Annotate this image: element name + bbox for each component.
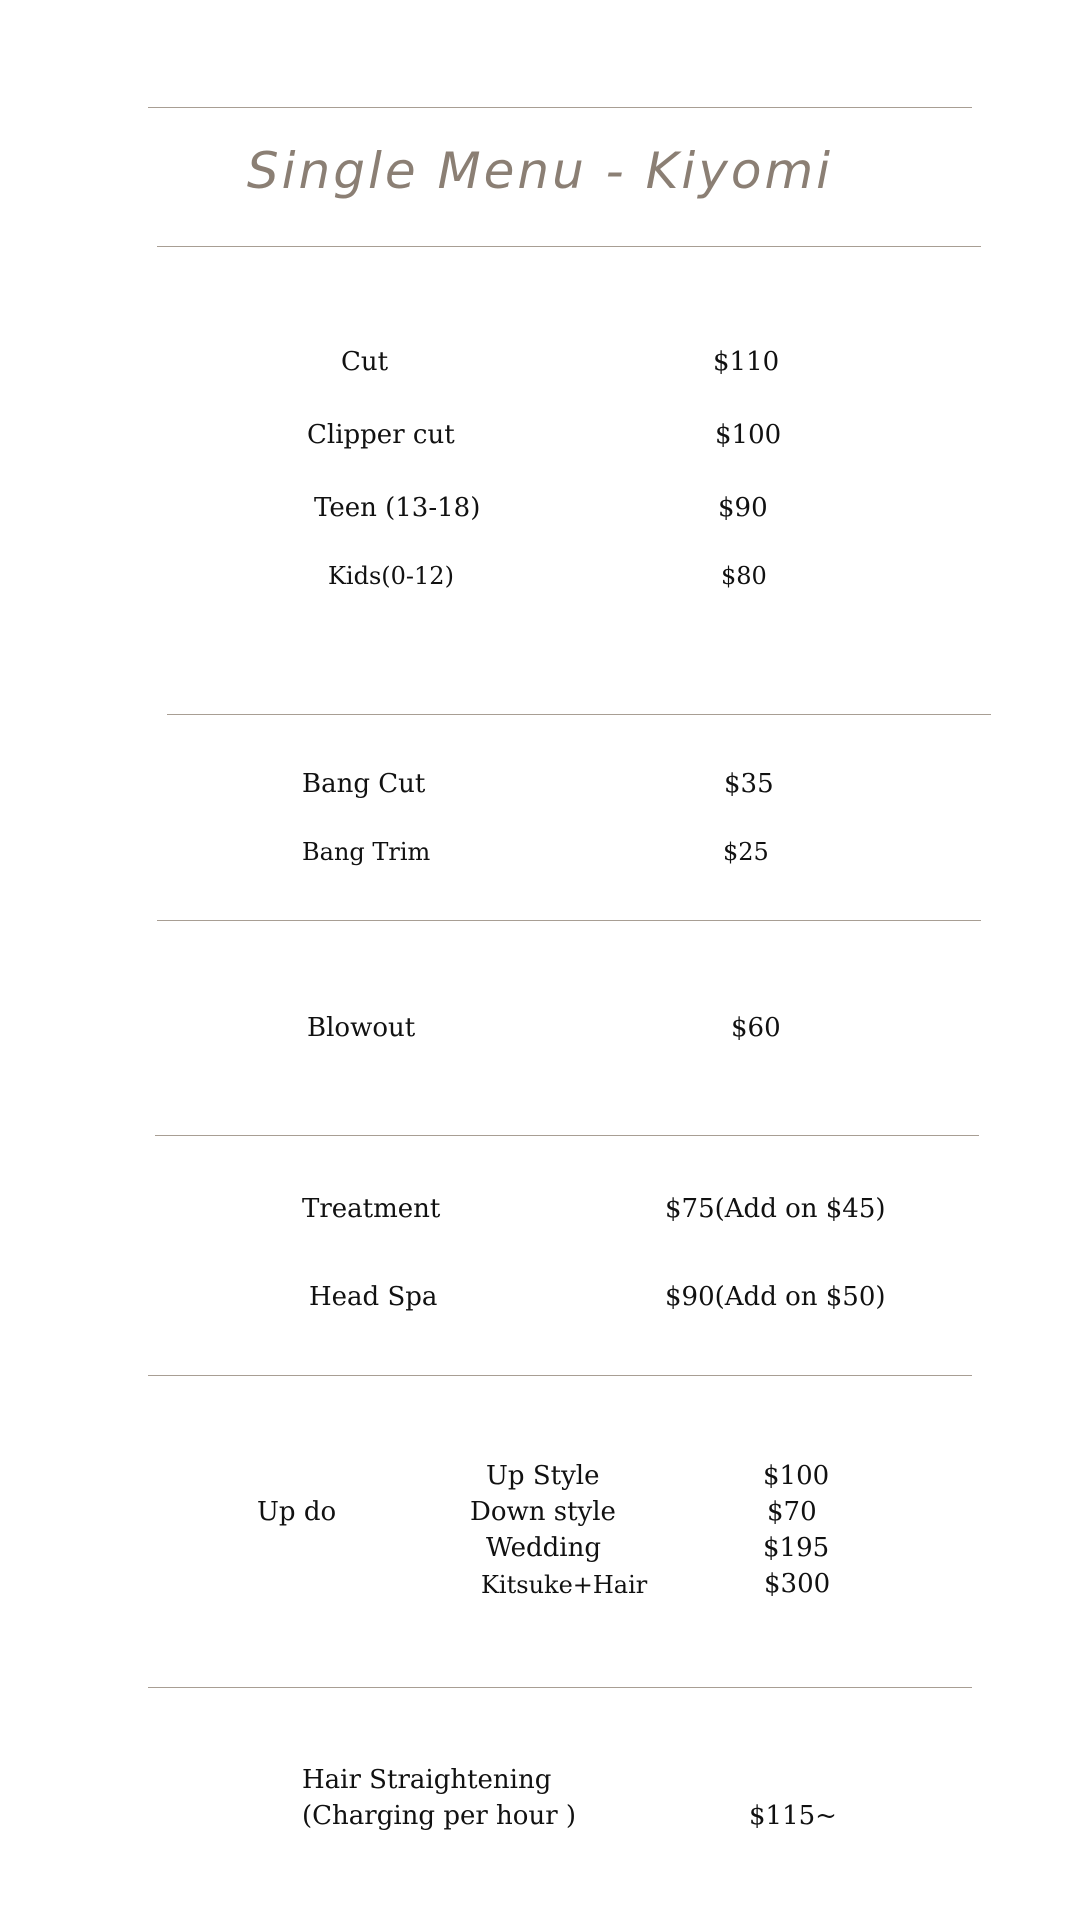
updo-style-kitsuke-hair: Kitsuke+Hair (481, 1571, 648, 1599)
service-price-teen: $90 (718, 493, 768, 523)
service-name-up-do: Up do (257, 1497, 337, 1527)
service-name-bang-cut: Bang Cut (302, 769, 426, 799)
service-price-bang-cut: $35 (724, 769, 774, 799)
service-name-kids: Kids(0-12) (328, 562, 454, 590)
section-divider (148, 1687, 972, 1688)
updo-price-up-style: $100 (763, 1461, 830, 1491)
updo-style-down-style: Down style (470, 1497, 616, 1527)
service-name-bang-trim: Bang Trim (302, 838, 431, 866)
service-name-treatment: Treatment (302, 1194, 441, 1224)
updo-price-down-style: $70 (767, 1497, 817, 1527)
section-divider (167, 714, 991, 715)
service-name-cut: Cut (341, 347, 389, 377)
section-divider (155, 1135, 979, 1136)
service-price-hair-straightening: $115~ (749, 1801, 837, 1831)
header-bottom-divider (157, 246, 981, 247)
service-name-teen: Teen (13-18) (314, 493, 481, 523)
service-price-kids: $80 (721, 562, 767, 590)
updo-style-up-style: Up Style (486, 1461, 600, 1491)
service-price-clipper-cut: $100 (715, 420, 782, 450)
service-price-bang-trim: $25 (723, 838, 769, 866)
header-top-divider (148, 107, 972, 108)
service-price-treatment: $75(Add on $45) (665, 1194, 886, 1224)
service-name-head-spa: Head Spa (309, 1282, 438, 1312)
section-divider (157, 920, 981, 921)
service-name-blowout: Blowout (307, 1013, 416, 1043)
service-price-blowout: $60 (731, 1013, 781, 1043)
updo-price-kitsuke-hair: $300 (764, 1569, 831, 1599)
service-name-clipper-cut: Clipper cut (307, 420, 455, 450)
service-name-hair-straightening: Hair Straightening (302, 1765, 552, 1795)
service-note-charging-per-hour: (Charging per hour ) (302, 1801, 577, 1831)
service-price-head-spa: $90(Add on $50) (665, 1282, 886, 1312)
section-divider (148, 1375, 972, 1376)
page-title: Single Menu - Kiyomi (246, 142, 834, 200)
service-price-cut: $110 (713, 347, 780, 377)
updo-style-wedding: Wedding (486, 1533, 601, 1563)
updo-price-wedding: $195 (763, 1533, 830, 1563)
